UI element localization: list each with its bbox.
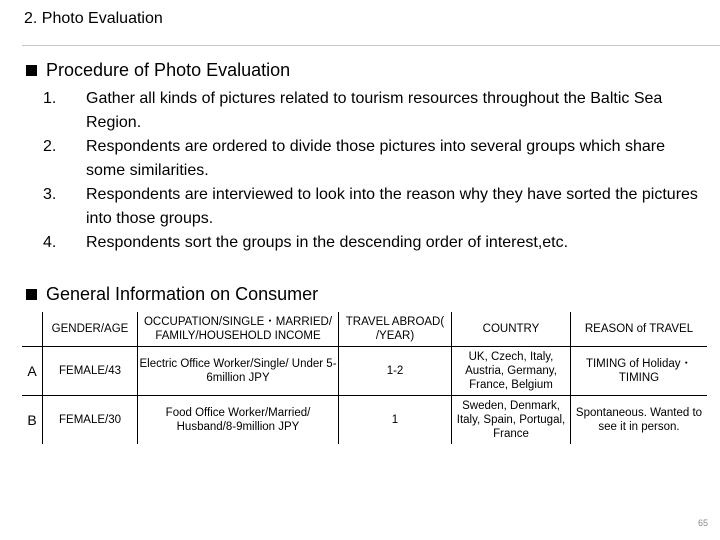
header-id-cell [22, 312, 43, 347]
step-number: 4. [43, 234, 57, 251]
procedure-step [38, 87, 708, 135]
step-number: 1. [43, 90, 57, 107]
consumer-title-text: General Information on Consumer [46, 284, 319, 304]
square-bullet-icon [26, 65, 37, 76]
cell-occupation: Food Office Worker/Married/ Husband/8-9million JPY [138, 396, 339, 445]
procedure-step [38, 231, 708, 255]
cell-country: Sweden, Denmark, Italy, Spain, Portugal, France [452, 396, 571, 445]
consumer-section-title [26, 284, 318, 305]
header-travel-abroad: TRAVEL ABROAD( /YEAR) [339, 312, 452, 347]
page-number: 65 [697, 518, 708, 528]
row-id: A [22, 347, 43, 396]
row-id: B [22, 396, 43, 445]
table-row [22, 396, 707, 445]
procedure-title-text: Procedure of Photo Evaluation [46, 60, 291, 80]
cell-reason: TIMING of Holiday・ TIMING [571, 347, 708, 396]
header-reason: REASON of TRAVEL [571, 312, 708, 347]
step-text: Respondents sort the groups in the descending order of interest,etc. [86, 234, 569, 251]
header-country: COUNTRY [452, 312, 571, 347]
step-number: 2. [43, 138, 57, 155]
cell-travel-abroad: 1-2 [339, 347, 452, 396]
procedure-section-title [26, 60, 290, 81]
header-divider [22, 45, 720, 46]
square-bullet-icon [26, 289, 37, 300]
header-gender-age: GENDER/AGE [43, 312, 138, 347]
procedure-step [38, 183, 708, 231]
table-header-row [22, 312, 707, 347]
step-text: Gather all kinds of pictures related to tourism resources throughout the Baltic Sea Region. [86, 90, 663, 131]
cell-occupation: Electric Office Worker/Single/ Under 5-6million JPY [138, 347, 339, 396]
step-number: 3. [43, 186, 57, 203]
cell-country: UK, Czech, Italy, Austria, Germany, France, Belgium [452, 347, 571, 396]
procedure-steps-list [38, 87, 708, 255]
step-text: Respondents are ordered to divide those pictures into several groups which share some similarities. [86, 138, 665, 179]
page-title: 2. Photo Evaluation [24, 10, 163, 27]
header-occupation: OCCUPATION/SINGLE・MARRIED/ FAMILY/HOUSEHOLD INCOME [138, 312, 339, 347]
cell-travel-abroad: 1 [339, 396, 452, 445]
step-text: Respondents are interviewed to look into the reason why they have sorted the pictures into those groups. [86, 186, 698, 227]
procedure-step [38, 135, 708, 183]
cell-gender-age: FEMALE/30 [43, 396, 138, 445]
table-row [22, 347, 707, 396]
cell-reason: Spontaneous. Wanted to see it in person. [575, 407, 703, 433]
consumer-info-table [22, 312, 707, 444]
cell-gender-age: FEMALE/43 [43, 347, 138, 396]
